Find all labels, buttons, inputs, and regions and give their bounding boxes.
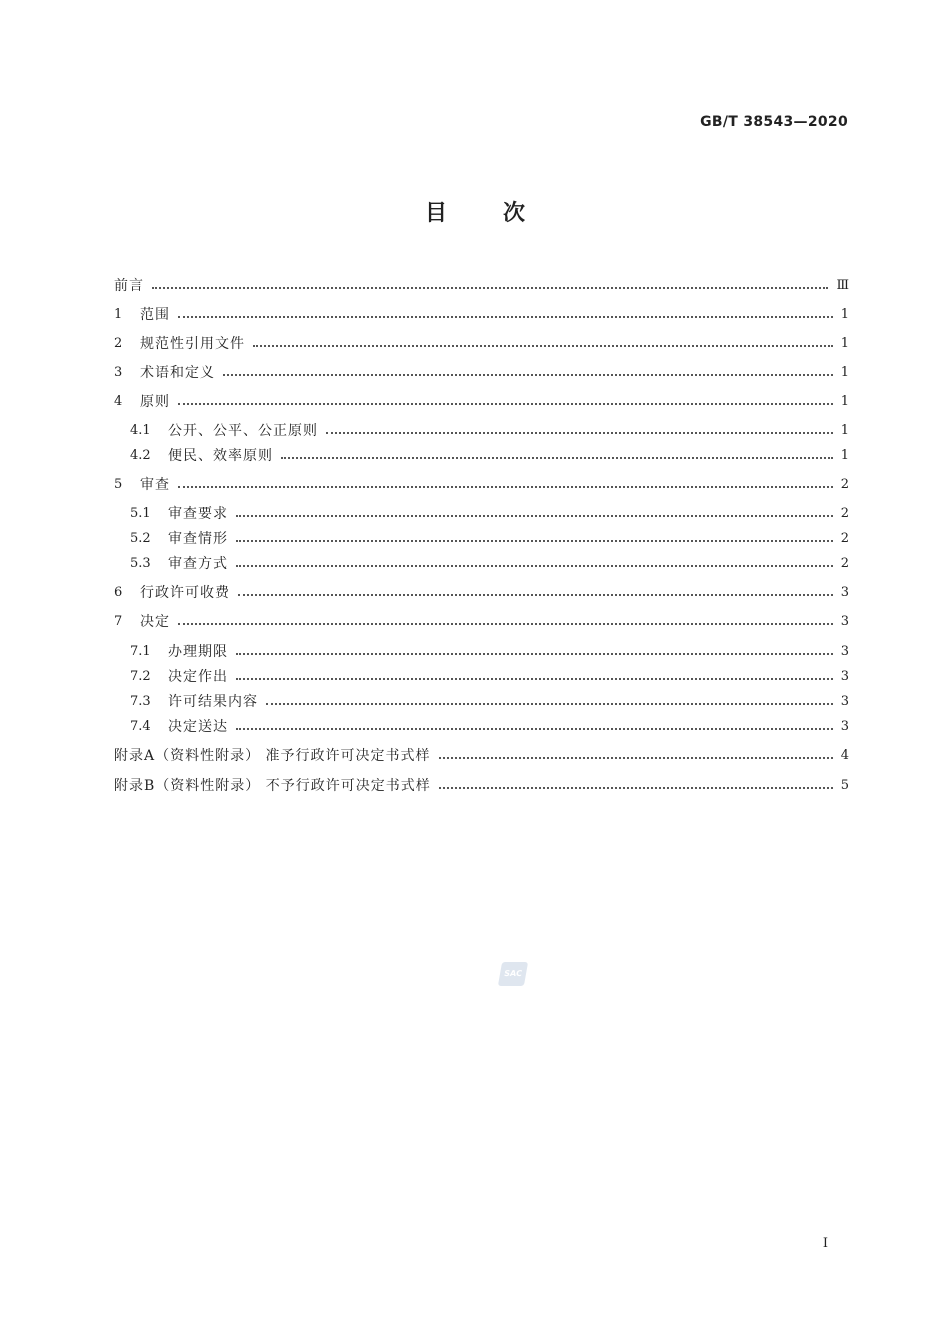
dot-leader bbox=[236, 631, 833, 655]
toc-entry-label: 术语和定义 bbox=[140, 365, 215, 381]
toc-entry-page: 3 bbox=[840, 584, 849, 600]
toc-entry-page: 2 bbox=[840, 530, 849, 546]
dot-leader bbox=[236, 493, 833, 517]
toc-entry-label: 审查情形 bbox=[168, 531, 228, 547]
toc-entry-label: 决定 bbox=[140, 614, 170, 630]
dot-leader bbox=[439, 735, 833, 759]
toc-entry-page: 3 bbox=[840, 643, 849, 659]
toc-entry-number: 2 bbox=[114, 335, 123, 351]
toc-entry-6[interactable] bbox=[114, 581, 849, 603]
toc-entry-page: 1 bbox=[840, 393, 849, 409]
toc-entry-label: 附录B（资料性附录） 不予行政许可决定书式样 bbox=[114, 778, 431, 794]
dot-leader bbox=[266, 681, 833, 705]
toc-entry-page: 1 bbox=[840, 306, 849, 322]
toc-entry-number: 7.3 bbox=[130, 693, 151, 709]
toc-entry-page: 2 bbox=[840, 505, 849, 521]
toc-entry-label: 公开、公平、公正原则 bbox=[168, 423, 318, 439]
sac-watermark-logo: SAC bbox=[498, 962, 528, 986]
dot-leader bbox=[253, 323, 833, 347]
dot-leader bbox=[223, 352, 833, 376]
toc-entry-number: 7.1 bbox=[130, 643, 151, 659]
toc-entry-page: Ⅲ bbox=[836, 277, 849, 293]
dot-leader bbox=[178, 381, 833, 405]
dot-leader bbox=[281, 435, 833, 459]
toc-entry-number: 5.3 bbox=[130, 555, 151, 571]
toc-entry-page: 2 bbox=[840, 476, 849, 492]
toc-entry-page: 3 bbox=[840, 718, 849, 734]
dot-leader bbox=[236, 656, 833, 680]
toc-entry-number: 7.4 bbox=[130, 718, 151, 734]
toc-entry-foreword[interactable] bbox=[114, 274, 849, 296]
toc-entry-label: 决定作出 bbox=[168, 669, 228, 685]
title-char-2: 次 bbox=[503, 201, 526, 226]
toc-entry-3[interactable] bbox=[114, 361, 849, 383]
dot-leader bbox=[439, 765, 833, 789]
toc-entry-appendix-a[interactable] bbox=[114, 744, 849, 766]
toc-entry-number: 6 bbox=[114, 584, 123, 600]
toc-entry-4[interactable] bbox=[114, 390, 849, 412]
toc-entry-page: 3 bbox=[840, 693, 849, 709]
toc-entry-label: 范围 bbox=[140, 307, 170, 323]
dot-leader bbox=[236, 543, 833, 567]
toc-entry-7-4[interactable] bbox=[130, 715, 849, 737]
toc-entry-page: 3 bbox=[840, 613, 849, 629]
dot-leader bbox=[178, 601, 833, 625]
toc-entry-number: 4.2 bbox=[130, 447, 151, 463]
toc-entry-number: 7.2 bbox=[130, 668, 151, 684]
toc-entry-label: 规范性引用文件 bbox=[140, 336, 245, 352]
toc-entry-label: 前言 bbox=[114, 278, 144, 294]
toc-entry-label: 行政许可收费 bbox=[140, 585, 230, 601]
toc-entry-label: 审查要求 bbox=[168, 506, 228, 522]
toc-entry-label: 审查方式 bbox=[168, 556, 228, 572]
dot-leader bbox=[178, 294, 833, 318]
toc-entry-number: 3 bbox=[114, 364, 123, 380]
toc-entry-number: 5.2 bbox=[130, 530, 151, 546]
toc-entry-page: 1 bbox=[840, 364, 849, 380]
toc-entry-number: 5.1 bbox=[130, 505, 151, 521]
dot-leader bbox=[326, 410, 833, 434]
toc-entry-page: 5 bbox=[840, 777, 849, 793]
toc-entry-label: 审查 bbox=[140, 477, 170, 493]
toc-entry-appendix-b[interactable] bbox=[114, 774, 849, 796]
toc-entry-label: 许可结果内容 bbox=[168, 694, 258, 710]
dot-leader bbox=[238, 572, 833, 596]
toc-entry-page: 1 bbox=[840, 447, 849, 463]
toc-entry-5-3[interactable] bbox=[130, 552, 849, 574]
toc-entry-number: 5 bbox=[114, 476, 123, 492]
toc-entry-page: 4 bbox=[840, 747, 849, 763]
title-char-1: 目 bbox=[424, 201, 447, 226]
toc-entry-page: 1 bbox=[840, 422, 849, 438]
page-title bbox=[0, 196, 950, 227]
dot-leader bbox=[152, 265, 828, 289]
toc-entry-7[interactable] bbox=[114, 610, 849, 632]
toc-entry-page: 2 bbox=[840, 555, 849, 571]
toc-entry-5[interactable] bbox=[114, 473, 849, 495]
toc-entry-label: 便民、效率原则 bbox=[168, 448, 273, 464]
toc-entry-number: 4 bbox=[114, 393, 123, 409]
toc-entry-label: 原则 bbox=[140, 394, 170, 410]
toc-entry-page: 3 bbox=[840, 668, 849, 684]
toc-entry-number: 4.1 bbox=[130, 422, 151, 438]
toc-entry-label: 办理期限 bbox=[168, 644, 228, 660]
toc-entry-page: 1 bbox=[840, 335, 849, 351]
standard-code: GB/T 38543—2020 bbox=[700, 114, 848, 130]
dot-leader bbox=[236, 706, 833, 730]
toc-entry-label: 附录A（资料性附录） 准予行政许可决定书式样 bbox=[114, 748, 431, 764]
toc-entry-1[interactable] bbox=[114, 303, 849, 325]
toc-entry-2[interactable] bbox=[114, 332, 849, 354]
dot-leader bbox=[236, 518, 833, 542]
toc-entry-label: 决定送达 bbox=[168, 719, 228, 735]
page-number: Ⅰ bbox=[822, 1236, 828, 1251]
toc-entry-number: 1 bbox=[114, 306, 123, 322]
toc-entry-number: 7 bbox=[114, 613, 123, 629]
toc-entry-4-2[interactable] bbox=[130, 444, 849, 466]
dot-leader bbox=[178, 464, 833, 488]
